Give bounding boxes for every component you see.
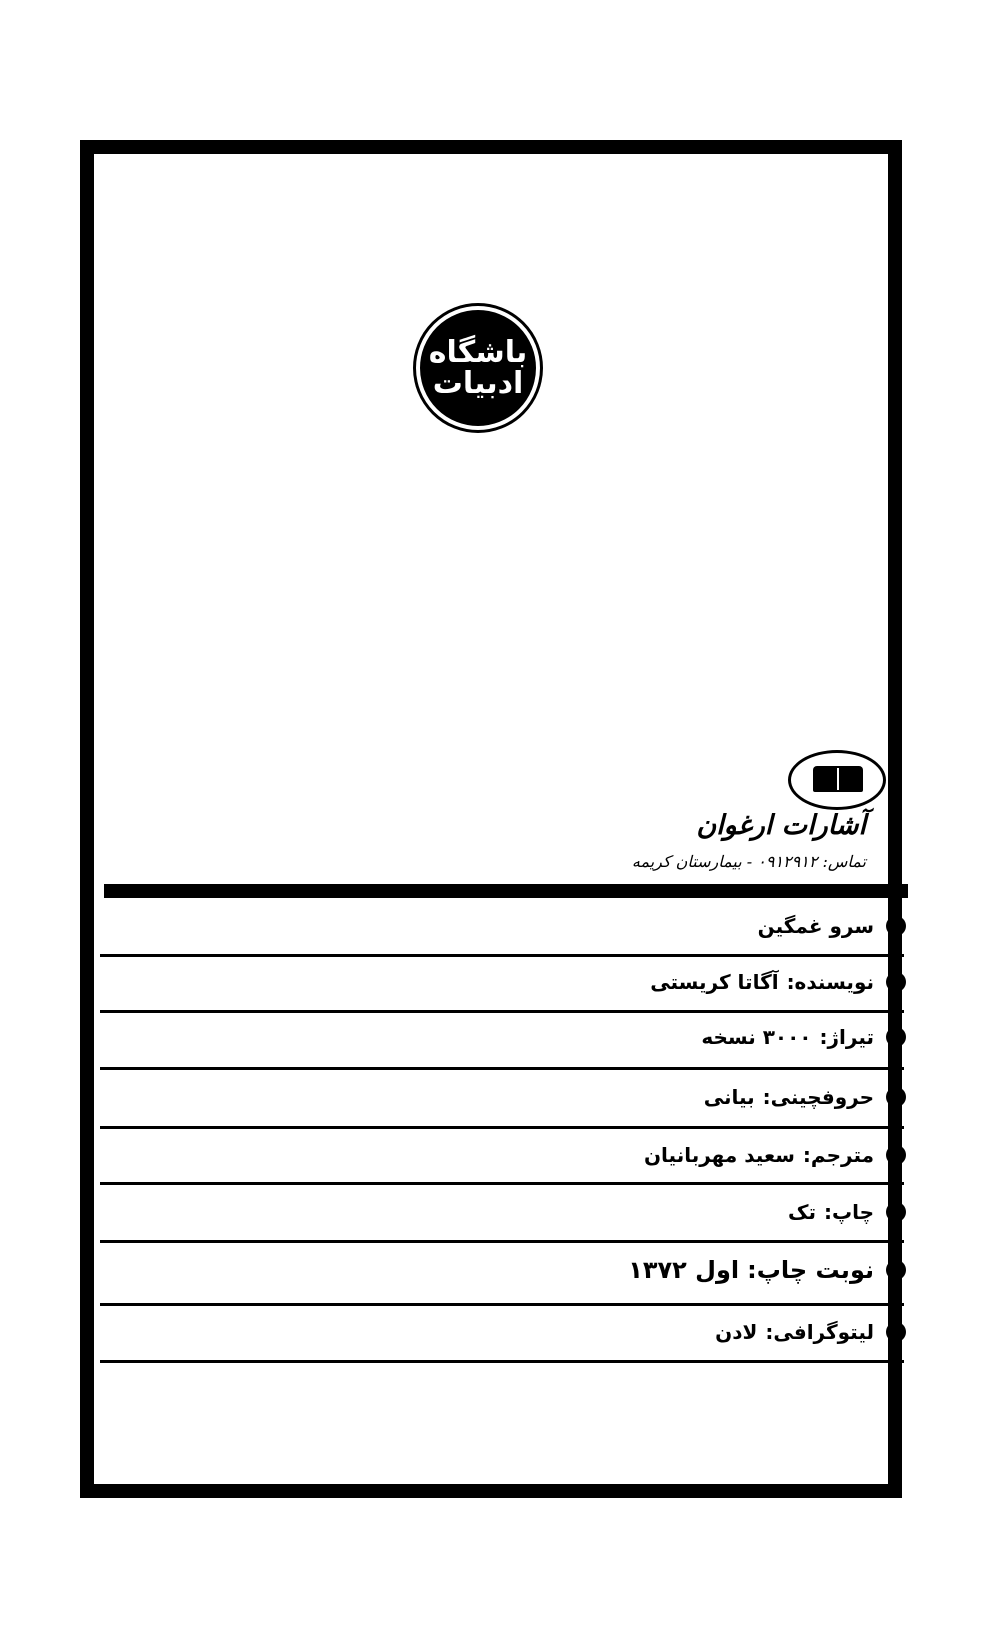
printing-value: تک	[787, 1200, 816, 1224]
seal-logo	[416, 306, 540, 430]
seal-line-2: ادبیات	[432, 366, 524, 401]
list-item-lithography	[715, 1320, 906, 1344]
lithography-value: لادن	[715, 1320, 758, 1344]
bullet-icon	[886, 972, 906, 992]
row-divider	[100, 1240, 904, 1243]
translator-value: سعید مهربانیان	[643, 1143, 795, 1167]
section-divider	[104, 884, 908, 898]
bullet-icon	[886, 1260, 906, 1280]
book-title: سرو غمگین	[757, 914, 874, 938]
list-item-printing	[788, 1200, 906, 1224]
author-value: آگاتا کریستی	[650, 970, 779, 994]
list-item-typesetting	[704, 1085, 906, 1109]
publisher-name: آشارات ارغوان	[696, 810, 866, 841]
seal-line-1: باشگاه	[428, 334, 528, 370]
book-icon	[788, 750, 886, 810]
row-divider	[100, 1126, 904, 1129]
row-divider	[100, 1010, 904, 1013]
list-item-print-run	[701, 1025, 906, 1049]
row-divider	[100, 1303, 904, 1306]
bullet-icon	[886, 1202, 906, 1222]
bullet-icon	[886, 916, 906, 936]
row-divider	[100, 954, 904, 957]
list-item-author	[650, 970, 906, 994]
list-item-title	[750, 914, 906, 938]
author-label: نویسنده:	[786, 970, 874, 994]
typesetting-value: بیانی	[703, 1085, 755, 1109]
row-divider	[100, 1182, 904, 1185]
row-divider	[100, 1360, 904, 1363]
typesetting-label: حروفچینی:	[762, 1085, 874, 1109]
list-item-edition	[628, 1256, 906, 1284]
print-run-label: تیراژ:	[819, 1025, 874, 1049]
bullet-icon	[886, 1322, 906, 1342]
publisher-subtitle: تماس: ۰۹۱۲۹۱۲ - بیمارستان کریمه	[631, 852, 866, 871]
edition-value: اول ۱۳۷۲	[628, 1256, 740, 1284]
bullet-icon	[886, 1145, 906, 1165]
open-book-shape	[813, 766, 863, 792]
bullet-icon	[886, 1027, 906, 1047]
row-divider	[100, 1067, 904, 1070]
edition-label: نوبت چاپ:	[747, 1256, 874, 1284]
translator-label: مترجم:	[802, 1143, 874, 1167]
bullet-icon	[886, 1087, 906, 1107]
lithography-label: لیتوگرافی:	[765, 1320, 874, 1344]
printing-label: چاپ:	[823, 1200, 874, 1224]
print-run-value: ۳۰۰۰ نسخه	[701, 1025, 812, 1049]
list-item-translator	[644, 1143, 906, 1167]
